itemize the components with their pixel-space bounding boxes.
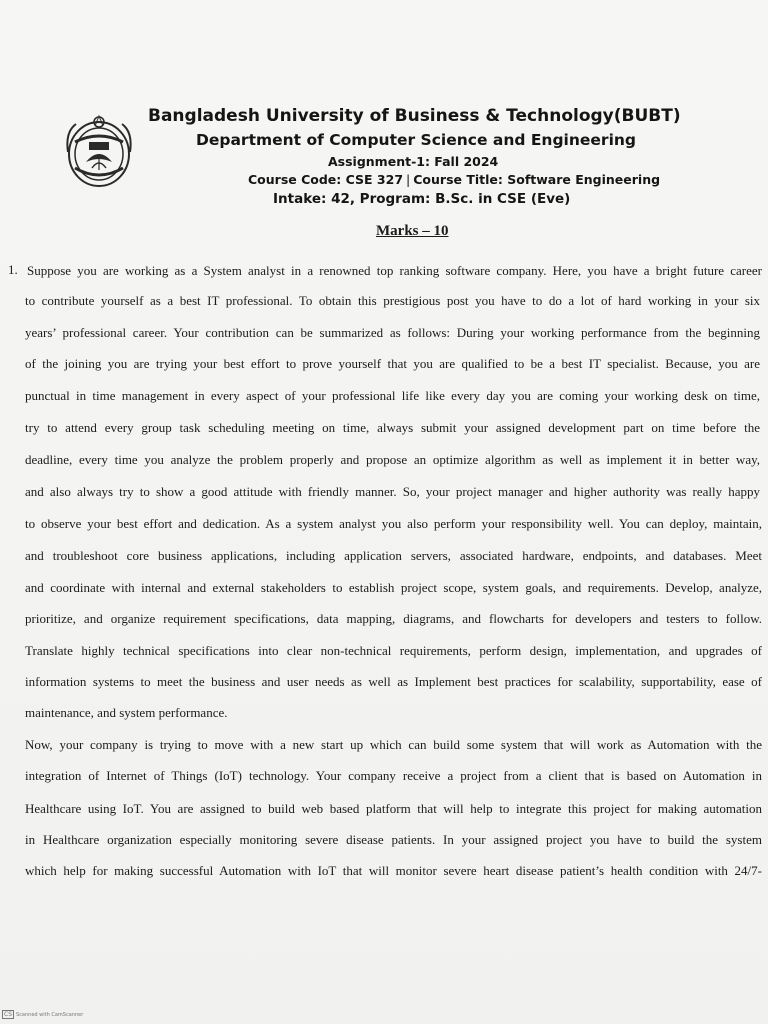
body-line: to contribute yourself as a best IT professional. To obtain this prestigious post you have to do a lot of hard working in your six (25, 293, 760, 308)
marks-heading: Marks – 10 (376, 223, 449, 239)
camscanner-icon: CS (4, 1011, 12, 1018)
body-line: punctual in time management in every aspect of your professional life like every day you are coming your working desk on time, (25, 388, 760, 403)
body-line: which help for making successful Automation with IoT that will monitor severe heart disease patient’s health condition with 24/7- (25, 863, 762, 878)
body-line: integration of Internet of Things (IoT) technology. Your company receive a project from a client that is based on Automation in (25, 768, 762, 783)
body-line: and also always try to show a good attitude with friendly manner. So, your project manager and higher authority was really happy (25, 484, 760, 499)
body-line: try to attend every group task scheduling meeting on time, always submit your assigned development part on time before the (25, 420, 760, 435)
body-line: information systems to meet the business and user needs as well as Implement best practices for scalability, supportability, ease of (25, 674, 762, 689)
university-name: Bangladesh University of Business & Technology(BUBT) (148, 106, 681, 126)
body-line: Suppose you are working as a System analyst in a renowned top ranking software company. Here, you have a bright future career (27, 263, 762, 278)
intake-program: Intake: 42, Program: B.Sc. in CSE (Eve) (273, 191, 571, 207)
body-line: and coordinate with internal and external stakeholders to establish project scope, system goals, and requirements. Develop, analyze, (25, 580, 762, 595)
body-line: deadline, every time you analyze the problem properly and propose an optimize algorithm as well as implement it in better way, (25, 452, 760, 467)
course-code: Course Code: CSE 327 (248, 172, 404, 187)
body-line: maintenance, and system performance. (25, 705, 228, 720)
assignment-title: Assignment-1: Fall 2024 (328, 154, 499, 169)
course-title: Course Title: Software Engineering (413, 172, 661, 187)
body-line: Now, your company is trying to move with a new start up which can build some system that will work as Automation with the (25, 737, 762, 752)
separator: | (406, 172, 411, 187)
body-line: and troubleshoot core business applications, including application servers, associated hardware, endpoints, and databases. Meet (25, 548, 762, 563)
department-name: Department of Computer Science and Engineering (196, 131, 637, 149)
question-number: 1. (8, 262, 18, 277)
course-info (248, 172, 660, 187)
body-line: prioritize, and organize requirement specifications, data mapping, diagrams, and flowcharts for developers and testers to follow. (25, 611, 762, 626)
body-line: to observe your best effort and dedication. As a system analyst you also perform your responsibility well. You can deploy, maintain, (25, 516, 762, 531)
body-line: years’ professional career. Your contribution can be summarized as follows: During your working performance from the beginning (25, 325, 760, 340)
body-line: of the joining you are trying your best effort to prove yourself that you are qualified to be a best IT specialist. Because, you are (25, 356, 760, 371)
body-line: in Healthcare organization especially monitoring severe disease patients. In your assigned project you have to build the system (25, 832, 762, 847)
body-line: Translate highly technical specifications into clear non-technical requirements, perform design, implementation, and upgrades of (25, 643, 762, 658)
university-crest-logo (62, 112, 136, 190)
scanner-watermark (2, 1010, 83, 1019)
scanner-text: Scanned with CamScanner (16, 1012, 84, 1018)
body-line: Healthcare using IoT. You are assigned to build web based platform that will help to integrate this project for making automation (25, 801, 762, 816)
